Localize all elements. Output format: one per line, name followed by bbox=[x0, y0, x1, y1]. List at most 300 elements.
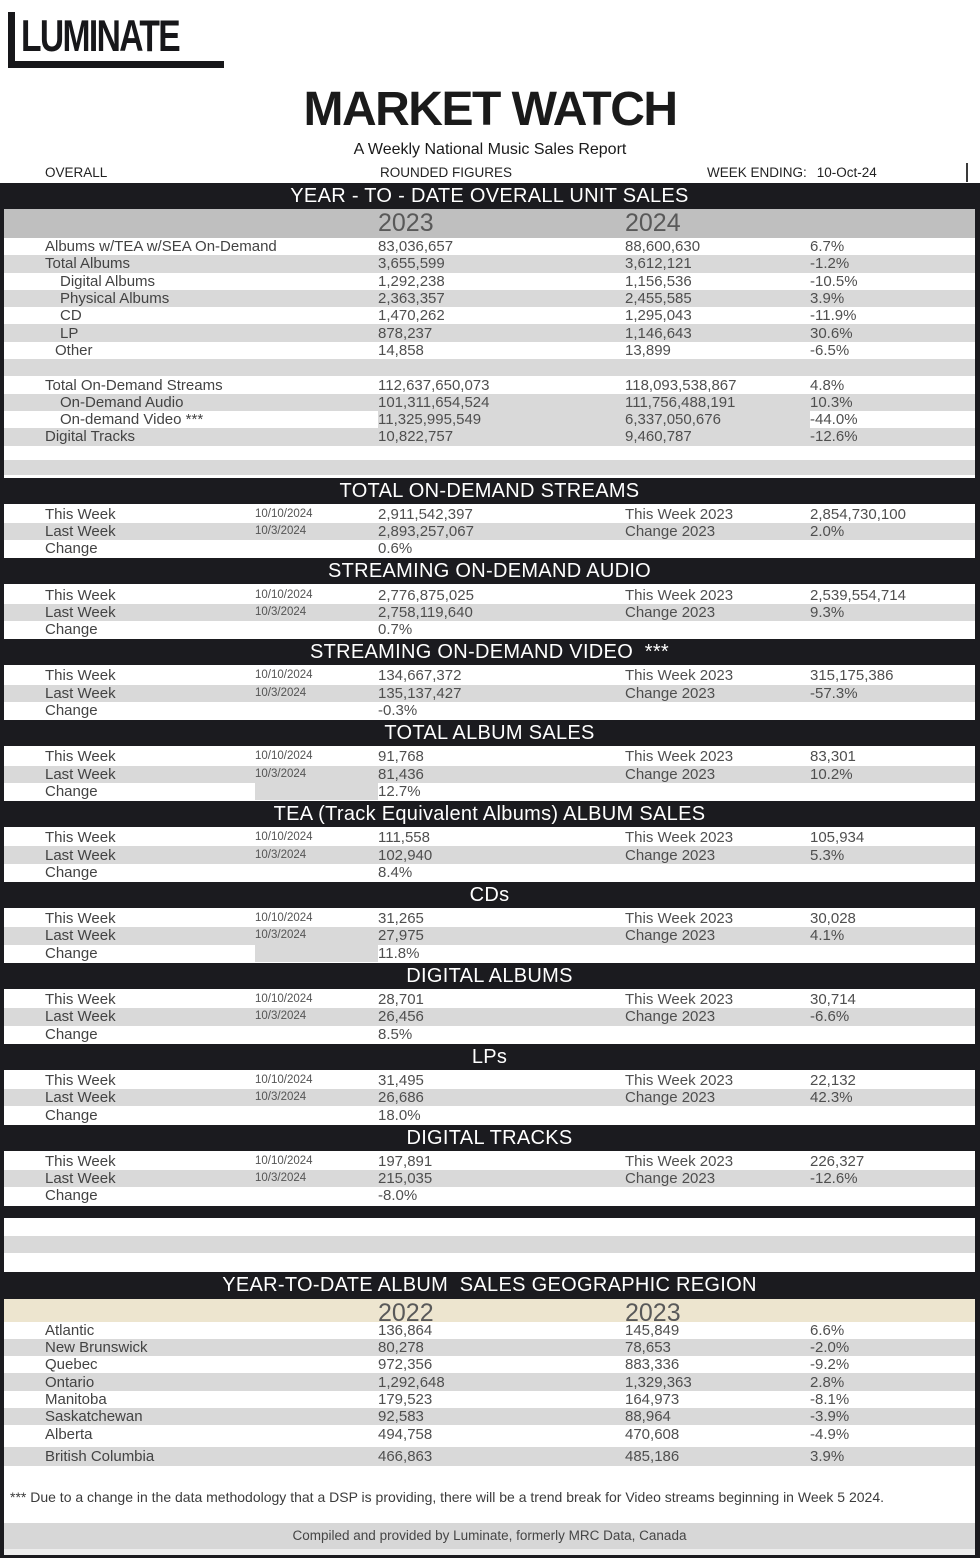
spacer bbox=[4, 1506, 975, 1523]
value-pct-change: -6.5% bbox=[810, 341, 850, 359]
table-row bbox=[4, 1408, 975, 1425]
row-label: Last Week bbox=[45, 523, 116, 540]
table-row bbox=[4, 783, 975, 800]
region-label: Quebec bbox=[45, 1356, 98, 1374]
this-week-2023-label: This Week 2023 bbox=[625, 1152, 734, 1170]
this-week-value: 111,558 bbox=[378, 829, 430, 847]
section-title-bar bbox=[4, 720, 975, 746]
this-week-date: 10/10/2024 bbox=[255, 831, 313, 844]
row-label: Change bbox=[45, 621, 98, 639]
value-pct-change: -8.1% bbox=[810, 1390, 850, 1408]
this-week-date: 10/10/2024 bbox=[255, 507, 313, 520]
luminate-logo-text: LUMINATE bbox=[21, 11, 180, 61]
value-year2: 164,973 bbox=[625, 1390, 680, 1408]
section-title: STREAMING ON-DEMAND AUDIO bbox=[327, 560, 652, 583]
value-year1: 1,470,262 bbox=[378, 307, 445, 325]
ytd-year-col-1: 2023 bbox=[378, 209, 434, 237]
change-date-cell bbox=[255, 621, 378, 638]
table-row bbox=[4, 621, 975, 638]
table-row bbox=[4, 667, 975, 684]
page-subtitle: A Weekly National Music Sales Report bbox=[353, 141, 627, 158]
value-pct-change: -4.9% bbox=[810, 1425, 850, 1443]
week-ending-label: WEEK ENDING: bbox=[707, 165, 807, 180]
section-title-bar bbox=[4, 1125, 975, 1151]
weekly-section bbox=[4, 558, 975, 638]
this-week-2023-label: This Week 2023 bbox=[625, 586, 734, 604]
table-row bbox=[4, 523, 975, 540]
section-title-bar bbox=[4, 801, 975, 827]
table-row bbox=[4, 307, 975, 324]
value-pct-change: -12.6% bbox=[810, 428, 858, 446]
spacer bbox=[4, 1466, 975, 1489]
bottom-bar bbox=[4, 1555, 975, 1558]
week-ending bbox=[707, 165, 877, 180]
change-date-cell bbox=[255, 783, 378, 800]
spacer-stripe bbox=[4, 460, 975, 475]
value-year2: 3,612,121 bbox=[625, 255, 692, 273]
value-year1: 466,863 bbox=[378, 1447, 433, 1465]
this-week-date: 10/10/2024 bbox=[255, 1154, 313, 1167]
weekly-section bbox=[4, 478, 975, 558]
row-label: CD bbox=[60, 307, 82, 325]
region-label: Saskatchewan bbox=[45, 1408, 143, 1426]
table-row bbox=[4, 324, 975, 341]
section-title: TOTAL ALBUM SALES bbox=[384, 722, 595, 745]
weekly-table bbox=[4, 991, 975, 1043]
table-row bbox=[4, 1170, 975, 1187]
row-label: Albums w/TEA w/SEA On-Demand bbox=[45, 238, 277, 256]
weekly-section bbox=[4, 720, 975, 800]
last-week-value: 2,893,257,067 bbox=[378, 523, 474, 540]
change-date-cell bbox=[255, 945, 378, 962]
row-label: This Week bbox=[45, 1152, 116, 1170]
this-week-2023-label: This Week 2023 bbox=[625, 505, 734, 523]
this-week-value: 2,911,542,397 bbox=[378, 505, 473, 523]
value-year2: 9,460,787 bbox=[625, 428, 692, 446]
weekly-table bbox=[4, 748, 975, 800]
weekly-table bbox=[4, 586, 975, 638]
value-year1: 2,363,357 bbox=[378, 290, 445, 308]
section-title: DIGITAL ALBUMS bbox=[406, 964, 573, 987]
this-week-2023-label: This Week 2023 bbox=[625, 748, 734, 766]
section-title-bar bbox=[4, 639, 975, 665]
table-row bbox=[4, 991, 975, 1008]
this-week-date: 10/10/2024 bbox=[255, 588, 313, 601]
row-label: On-demand Video *** bbox=[60, 411, 204, 429]
row-label: Total Albums bbox=[45, 255, 131, 273]
table-row bbox=[4, 1339, 975, 1356]
change-2023-label: Change 2023 bbox=[625, 1089, 716, 1107]
section-title: TEA (Track Equivalent Albums) ALBUM SALES bbox=[273, 803, 706, 826]
geo-section-title: YEAR-TO-DATE ALBUM SALES GEOGRAPHIC REGION bbox=[222, 1273, 757, 1296]
value-year1: 83,036,657 bbox=[378, 238, 454, 256]
weekly-table bbox=[4, 506, 975, 558]
this-week-value: 28,701 bbox=[378, 991, 424, 1009]
row-label: Change bbox=[45, 1106, 98, 1124]
table-row bbox=[4, 1106, 975, 1123]
row-label: This Week bbox=[45, 748, 116, 766]
geo-year-col-2: 2023 bbox=[625, 1298, 681, 1327]
section-title-bar bbox=[4, 963, 975, 989]
value-pct-change: -10.5% bbox=[810, 272, 858, 290]
value-year1: 1,292,648 bbox=[378, 1373, 445, 1391]
table-row bbox=[4, 586, 975, 603]
change-date-cell bbox=[255, 1026, 378, 1043]
value-year1: 494,758 bbox=[378, 1425, 433, 1443]
table-row bbox=[4, 846, 975, 863]
row-label: Change bbox=[45, 1025, 98, 1043]
value-year2: 88,964 bbox=[625, 1408, 671, 1426]
table-row bbox=[4, 1187, 975, 1204]
value-year2: 470,608 bbox=[625, 1425, 680, 1443]
geo-table bbox=[4, 1322, 975, 1466]
section-title-bar bbox=[4, 478, 975, 504]
change-value: 8.5% bbox=[378, 1025, 413, 1043]
this-week-2023-value: 30,714 bbox=[810, 991, 856, 1009]
this-week-2023-value: 315,175,386 bbox=[810, 667, 894, 685]
change-2023-value: -12.6% bbox=[810, 1170, 858, 1188]
row-label: This Week bbox=[45, 829, 116, 847]
table-row bbox=[4, 1008, 975, 1025]
change-2023-value: 2.0% bbox=[810, 523, 845, 540]
section-title: DIGITAL TRACKS bbox=[406, 1126, 573, 1149]
table-row bbox=[4, 273, 975, 290]
region-label: Alberta bbox=[45, 1425, 93, 1443]
value-pct-change: 3.9% bbox=[810, 1447, 845, 1465]
this-week-2023-value: 22,132 bbox=[810, 1071, 856, 1089]
this-week-date: 10/10/2024 bbox=[255, 993, 313, 1006]
change-2023-value: 4.1% bbox=[810, 927, 845, 945]
value-pct-change: 3.9% bbox=[810, 290, 845, 308]
table-row bbox=[4, 1373, 975, 1390]
row-label: Change bbox=[45, 944, 98, 962]
table-row bbox=[4, 1153, 975, 1170]
value-year2: 78,653 bbox=[625, 1339, 671, 1357]
divider bbox=[966, 163, 968, 182]
geo-year-col-1: 2022 bbox=[378, 1298, 434, 1327]
ytd-year-header-row bbox=[4, 209, 975, 238]
region-label: British Columbia bbox=[45, 1447, 155, 1465]
weekly-section bbox=[4, 1125, 975, 1205]
last-week-date: 10/3/2024 bbox=[255, 929, 307, 942]
row-label: This Week bbox=[45, 505, 116, 523]
change-value: -0.3% bbox=[378, 702, 418, 720]
value-pct-change: -1.2% bbox=[810, 255, 850, 273]
table-row bbox=[4, 910, 975, 927]
report-body bbox=[0, 183, 980, 1558]
geo-year-header-row bbox=[4, 1298, 975, 1327]
row-label: Change bbox=[45, 863, 98, 881]
last-week-date: 10/3/2024 bbox=[255, 767, 307, 780]
last-week-date: 10/3/2024 bbox=[255, 605, 307, 618]
row-label: Last Week bbox=[45, 1089, 116, 1107]
this-week-value: 197,891 bbox=[378, 1152, 433, 1170]
value-year1: 3,655,599 bbox=[378, 255, 445, 273]
change-date-cell bbox=[255, 864, 378, 881]
value-year2: 111,756,488,191 bbox=[625, 393, 736, 411]
section-title: TOTAL ON-DEMAND STREAMS bbox=[339, 479, 640, 502]
change-2023-value: 9.3% bbox=[810, 603, 845, 621]
value-pct-change: -11.9% bbox=[810, 307, 857, 325]
last-week-value: 2,758,119,640 bbox=[378, 603, 473, 621]
footer-credit: Compiled and provided by Luminate, formerly MRC Data, Canada bbox=[4, 1523, 975, 1549]
ytd-section-title-bar bbox=[4, 183, 975, 209]
value-year1: 101,311,654,524 bbox=[378, 393, 490, 411]
row-label bbox=[4, 359, 378, 376]
row-label: Last Week bbox=[45, 684, 116, 702]
table-row bbox=[4, 864, 975, 881]
table-row bbox=[4, 1026, 975, 1043]
row-label: Last Week bbox=[45, 846, 116, 864]
overall-label: OVERALL bbox=[45, 165, 108, 180]
region-label: Ontario bbox=[45, 1373, 95, 1391]
value-year1: 1,292,238 bbox=[378, 272, 445, 290]
spacer bbox=[4, 446, 975, 460]
weekly-section bbox=[4, 639, 975, 719]
change-value: 12.7% bbox=[378, 782, 421, 800]
region-label: Atlantic bbox=[45, 1321, 95, 1339]
section-title: LPs bbox=[471, 1045, 508, 1068]
row-label: Physical Albums bbox=[60, 290, 170, 308]
table-row bbox=[4, 411, 975, 428]
row-label: This Week bbox=[45, 910, 116, 928]
table-row bbox=[4, 945, 975, 962]
this-week-value: 91,768 bbox=[378, 748, 424, 766]
row-label: Change bbox=[45, 540, 98, 558]
row-label: Digital Tracks bbox=[45, 428, 136, 446]
this-week-2023-label: This Week 2023 bbox=[625, 1071, 734, 1089]
row-label: This Week bbox=[45, 586, 116, 604]
luminate-logo bbox=[8, 12, 224, 68]
report-header bbox=[0, 0, 980, 183]
section-title-bar bbox=[4, 1044, 975, 1070]
last-week-value: 26,456 bbox=[378, 1008, 424, 1026]
value-year1: 92,583 bbox=[378, 1408, 424, 1426]
rounded-figures-label: ROUNDED FIGURES bbox=[380, 165, 513, 180]
table-row bbox=[4, 376, 975, 393]
last-week-value: 215,035 bbox=[378, 1170, 433, 1188]
last-week-value: 26,686 bbox=[378, 1089, 424, 1107]
row-label: On-Demand Audio bbox=[60, 393, 184, 411]
weekly-section bbox=[4, 1044, 975, 1124]
spacer bbox=[4, 1253, 975, 1272]
spacer bbox=[4, 1218, 975, 1236]
value-year1: 878,237 bbox=[378, 324, 433, 342]
row-label: Last Week bbox=[45, 603, 116, 621]
last-week-date: 10/3/2024 bbox=[255, 525, 307, 537]
table-row bbox=[4, 342, 975, 359]
change-2023-label: Change 2023 bbox=[625, 523, 716, 540]
value-year1 bbox=[378, 359, 625, 376]
change-value: 8.4% bbox=[378, 863, 413, 881]
this-week-2023-label: This Week 2023 bbox=[625, 910, 734, 928]
table-row bbox=[4, 702, 975, 719]
weekly-table bbox=[4, 667, 975, 719]
weekly-table bbox=[4, 829, 975, 881]
table-row bbox=[4, 927, 975, 944]
value-pct-change bbox=[810, 359, 975, 376]
change-2023-label: Change 2023 bbox=[625, 1170, 716, 1188]
change-2023-value: 42.3% bbox=[810, 1089, 853, 1107]
table-row bbox=[4, 1072, 975, 1089]
this-week-date: 10/10/2024 bbox=[255, 912, 313, 925]
last-week-value: 81,436 bbox=[378, 765, 424, 783]
last-week-value: 27,975 bbox=[378, 927, 424, 945]
value-pct-change: -3.9% bbox=[810, 1408, 850, 1426]
change-2023-value: 5.3% bbox=[810, 846, 845, 864]
table-row bbox=[4, 685, 975, 702]
change-date-cell bbox=[255, 540, 378, 557]
value-pct-change: -44.0% bbox=[810, 411, 858, 429]
table-row bbox=[4, 1391, 975, 1408]
ytd-section-title: YEAR - TO - DATE OVERALL UNIT SALES bbox=[290, 185, 689, 207]
this-week-value: 2,776,875,025 bbox=[378, 586, 474, 604]
this-week-2023-value: 83,301 bbox=[810, 748, 856, 766]
this-week-date: 10/10/2024 bbox=[255, 669, 313, 682]
row-label: Other bbox=[55, 341, 93, 359]
table-row bbox=[4, 1089, 975, 1106]
value-pct-change: -9.2% bbox=[810, 1356, 850, 1374]
table-row bbox=[4, 428, 975, 445]
value-year2 bbox=[625, 359, 810, 376]
value-year1: 136,864 bbox=[378, 1321, 433, 1339]
table-row bbox=[4, 748, 975, 765]
table-row bbox=[4, 604, 975, 621]
geo-section-title-bar bbox=[4, 1272, 975, 1299]
last-week-date: 10/3/2024 bbox=[255, 1091, 307, 1104]
row-label: Digital Albums bbox=[60, 272, 156, 290]
this-week-2023-value: 2,854,730,100 bbox=[810, 505, 906, 523]
table-row bbox=[4, 1322, 975, 1339]
change-date-cell bbox=[255, 702, 378, 719]
change-2023-label: Change 2023 bbox=[625, 1008, 716, 1026]
row-label: Change bbox=[45, 702, 98, 720]
last-week-value: 135,137,427 bbox=[378, 684, 462, 702]
row-label: This Week bbox=[45, 1071, 116, 1089]
weekly-table bbox=[4, 1153, 975, 1205]
row-label: Change bbox=[45, 1187, 98, 1205]
weekly-section bbox=[4, 963, 975, 1043]
change-date-cell bbox=[255, 1187, 378, 1204]
change-2023-value: 10.2% bbox=[810, 765, 853, 783]
ytd-year-col-2: 2024 bbox=[625, 209, 681, 237]
page-title: MARKET WATCH bbox=[303, 83, 677, 136]
value-year1: 179,523 bbox=[378, 1390, 433, 1408]
value-year2: 1,295,043 bbox=[625, 307, 692, 325]
weekly-table bbox=[4, 1072, 975, 1124]
change-value: 18.0% bbox=[378, 1106, 421, 1124]
this-week-value: 134,667,372 bbox=[378, 667, 462, 685]
change-value: 11.8% bbox=[378, 944, 420, 962]
value-year2: 1,156,536 bbox=[625, 272, 692, 290]
value-pct-change: -2.0% bbox=[810, 1339, 850, 1357]
table-row bbox=[4, 394, 975, 411]
change-value: -8.0% bbox=[378, 1187, 418, 1205]
last-week-date: 10/3/2024 bbox=[255, 1010, 307, 1023]
change-2023-label: Change 2023 bbox=[625, 603, 716, 621]
section-title: STREAMING ON-DEMAND VIDEO *** bbox=[309, 641, 670, 664]
table-row bbox=[4, 359, 975, 376]
footnote: *** Due to a change in the data methodology that a DSP is providing, there will be a trend break for Video streams beginning in Week 5 2024. bbox=[10, 1488, 884, 1505]
this-week-2023-value: 105,934 bbox=[810, 829, 865, 847]
value-pct-change: 10.3% bbox=[810, 393, 853, 411]
this-week-2023-value: 30,028 bbox=[810, 910, 856, 928]
change-2023-label: Change 2023 bbox=[625, 927, 716, 945]
table-row bbox=[4, 766, 975, 783]
week-ending-value: 10-Oct-24 bbox=[816, 165, 877, 180]
row-label: Change bbox=[45, 782, 98, 800]
value-year1: 972,356 bbox=[378, 1356, 433, 1374]
value-year2: 145,849 bbox=[625, 1321, 680, 1339]
this-week-date: 10/10/2024 bbox=[255, 1073, 313, 1086]
row-label: Last Week bbox=[45, 1170, 116, 1188]
value-year2: 13,899 bbox=[625, 341, 671, 359]
change-value: 0.7% bbox=[378, 621, 413, 639]
ytd-table bbox=[4, 238, 975, 446]
weekly-section bbox=[4, 882, 975, 962]
this-week-2023-value: 226,327 bbox=[810, 1152, 865, 1170]
value-year2: 883,336 bbox=[625, 1356, 680, 1374]
this-week-value: 31,265 bbox=[378, 910, 424, 928]
value-year1: 10,822,757 bbox=[378, 428, 454, 446]
table-row bbox=[4, 540, 975, 557]
weekly-table bbox=[4, 910, 975, 962]
weekly-section bbox=[4, 801, 975, 881]
change-value: 0.6% bbox=[378, 540, 413, 558]
this-week-2023-value: 2,539,554,714 bbox=[810, 586, 906, 604]
row-label: Last Week bbox=[45, 927, 116, 945]
value-year2: 6,337,050,676 bbox=[625, 411, 810, 428]
last-week-value: 102,940 bbox=[378, 846, 433, 864]
table-row bbox=[4, 1425, 975, 1442]
value-year2: 485,186 bbox=[625, 1447, 680, 1465]
this-week-date: 10/10/2024 bbox=[255, 750, 313, 763]
region-label: New Brunswick bbox=[45, 1339, 148, 1357]
value-year2: 1,146,643 bbox=[625, 324, 692, 342]
value-pct-change: 30.6% bbox=[810, 324, 853, 342]
value-year1: 112,637,650,073 bbox=[378, 376, 490, 394]
this-week-value: 31,495 bbox=[378, 1071, 424, 1089]
last-week-date: 10/3/2024 bbox=[255, 686, 307, 699]
section-title: CDs bbox=[469, 884, 510, 907]
value-pct-change: 6.7% bbox=[810, 238, 845, 256]
section-title-bar bbox=[4, 558, 975, 584]
row-label: This Week bbox=[45, 667, 116, 685]
value-pct-change: 6.6% bbox=[810, 1321, 845, 1339]
table-row bbox=[4, 255, 975, 272]
value-year2: 2,455,585 bbox=[625, 290, 692, 308]
value-year1: 11,325,995,549 bbox=[378, 411, 625, 428]
table-row bbox=[4, 829, 975, 846]
row-label: Last Week bbox=[45, 765, 116, 783]
row-label: Total On-Demand Streams bbox=[45, 376, 223, 394]
value-year2: 88,600,630 bbox=[625, 238, 701, 256]
spacer-stripe bbox=[4, 1236, 975, 1253]
change-2023-value: -6.6% bbox=[810, 1008, 850, 1026]
this-week-2023-label: This Week 2023 bbox=[625, 829, 734, 847]
table-row bbox=[4, 506, 975, 523]
value-year1: 80,278 bbox=[378, 1339, 424, 1357]
meta-row bbox=[0, 163, 980, 182]
last-week-date: 10/3/2024 bbox=[255, 848, 307, 861]
change-2023-value: -57.3% bbox=[810, 684, 858, 702]
region-label: Manitoba bbox=[45, 1390, 107, 1408]
this-week-2023-label: This Week 2023 bbox=[625, 667, 734, 685]
divider-bar bbox=[4, 1206, 975, 1218]
row-label: LP bbox=[60, 324, 79, 342]
change-2023-label: Change 2023 bbox=[625, 684, 716, 702]
last-week-date: 10/3/2024 bbox=[255, 1172, 307, 1185]
